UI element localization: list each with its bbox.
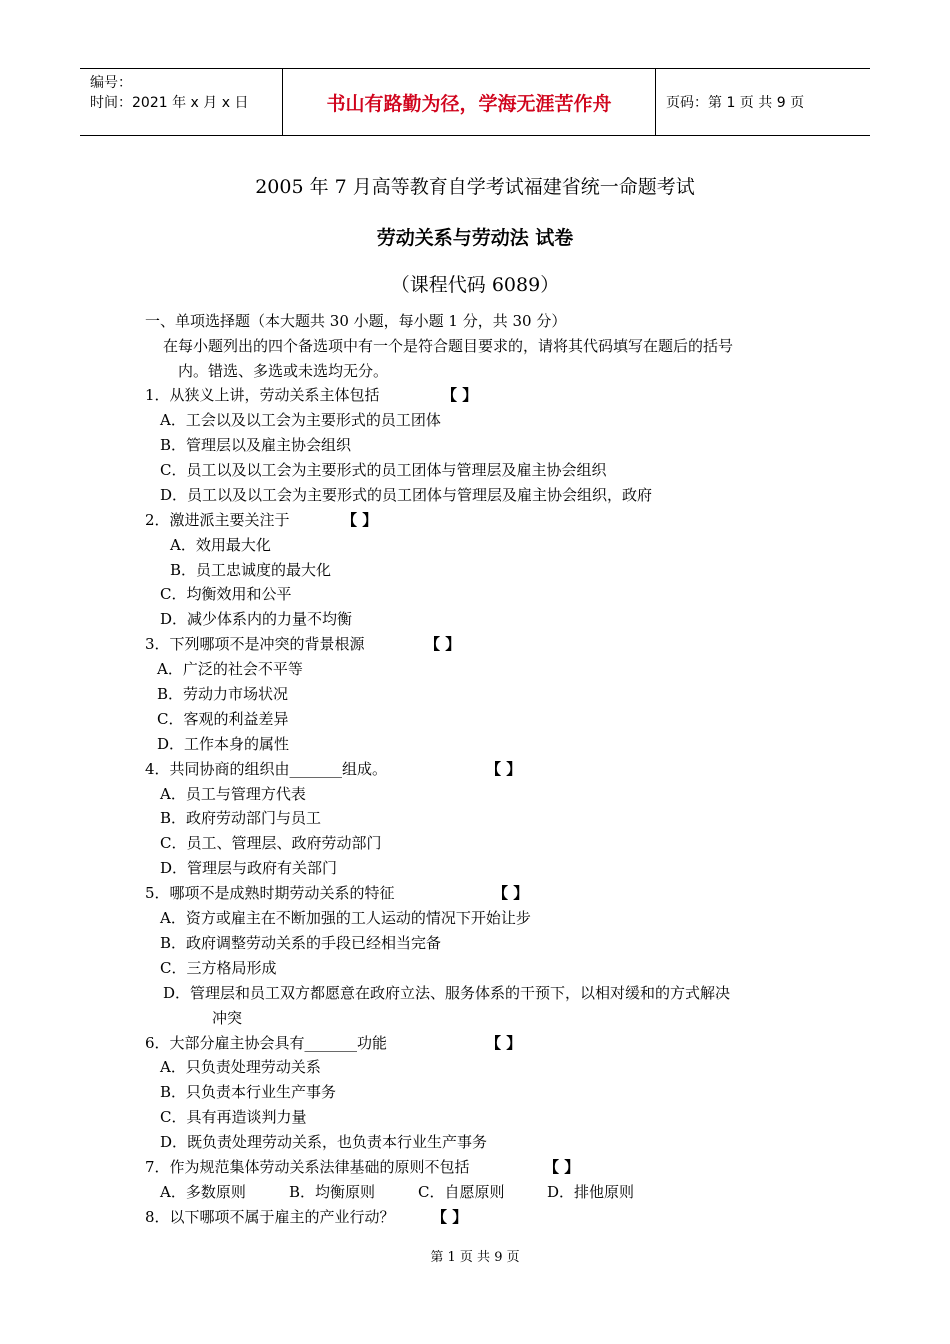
question-6-option-a: A．只负责处理劳动关系: [160, 1058, 321, 1076]
question-8-stem: 8．以下哪项不属于雇主的产业行动？: [145, 1208, 395, 1226]
question-5-option-b: B．政府调整劳动关系的手段已经相当完备: [160, 934, 442, 952]
header-number-label: 编号：: [90, 75, 132, 91]
question-6-stem: 6．大部分雇主协会具有_______功能: [145, 1034, 388, 1052]
question-6-option-d: D．既负责处理劳动关系，也负责本行业生产事务: [160, 1133, 488, 1151]
question-7-option-d: D．排他原则: [547, 1183, 635, 1201]
question-8-answer-bracket: 【 】: [432, 1208, 468, 1226]
question-1-option-c: C．员工以及以工会为主要形式的员工团体与管理层及雇主协会组织: [160, 461, 607, 479]
question-4-option-b: B．政府劳动部门与员工: [160, 809, 322, 827]
question-1-stem: 1．从狭义上讲，劳动关系主体包括: [145, 386, 380, 404]
header-time-label: 时间：2021 年 x 月 x 日: [90, 95, 249, 111]
question-4-option-a: A．员工与管理方代表: [160, 785, 306, 803]
question-5-answer-bracket: 【 】: [493, 884, 529, 902]
question-5-option-c: C．三方格局形成: [160, 959, 277, 977]
question-6-option-c: C．具有再造谈判力量: [160, 1108, 307, 1126]
question-5-stem: 5．哪项不是成熟时期劳动关系的特征: [145, 884, 395, 902]
question-1-option-b: B．管理层以及雇主协会组织: [160, 436, 352, 454]
question-6-answer-bracket: 【 】: [486, 1034, 522, 1052]
section-heading: 一、单项选择题（本大题共 30 小题，每小题 1 分，共 30 分）: [145, 312, 567, 330]
question-6-option-b: B．只负责本行业生产事务: [160, 1083, 337, 1101]
question-3-option-d: D．工作本身的属性: [157, 735, 290, 753]
header-page-info: 页码：第 1 页 共 9 页: [666, 95, 805, 111]
question-5-option-d-continued: 冲突: [212, 1009, 243, 1027]
question-3-answer-bracket: 【 】: [425, 635, 461, 653]
question-7-option-a: A．多数原则: [160, 1183, 246, 1201]
question-4-option-c: C．员工、管理层、政府劳动部门: [160, 834, 382, 852]
question-4-stem: 4．共同协商的组织由_______组成。: [145, 760, 388, 778]
question-3-stem: 3．下列哪项不是冲突的背景根源: [145, 635, 365, 653]
page-header: [80, 68, 870, 136]
question-1-answer-bracket: 【 】: [442, 386, 478, 404]
question-3-option-a: A．广泛的社会不平等: [157, 660, 303, 678]
question-3-option-b: B．劳动力市场状况: [157, 685, 289, 703]
section-instruction-line-2: 内。错选、多选或未选均无分。: [178, 362, 389, 380]
question-1-option-d: D．员工以及以工会为主要形式的员工团体与管理层及雇主协会组织，政府: [160, 486, 653, 504]
question-4-option-d: D．管理层与政府有关部门: [160, 859, 338, 877]
question-5-option-a: A．资方或雇主在不断加强的工人运动的情况下开始让步: [160, 909, 531, 927]
question-4-answer-bracket: 【 】: [486, 760, 522, 778]
header-motto: 书山有路勤为径，学海无涯苦作舟: [282, 69, 656, 135]
question-2-stem: 2．激进派主要关注于: [145, 511, 290, 529]
exam-title: 2005 年 7 月高等教育自学考试福建省统一命题考试: [255, 176, 695, 198]
section-instruction-line-1: 在每小题列出的四个备选项中有一个是符合题目要求的，请将其代码填写在题后的括号: [163, 337, 734, 355]
question-7-stem: 7．作为规范集体劳动关系法律基础的原则不包括: [145, 1158, 470, 1176]
question-7-option-c: C．自愿原则: [418, 1183, 505, 1201]
question-7-answer-bracket: 【 】: [544, 1158, 580, 1176]
question-2-option-b: B．员工忠诚度的最大化: [170, 561, 332, 579]
question-2-option-c: C．均衡效用和公平: [160, 585, 292, 603]
course-code: （课程代码 6089）: [390, 274, 560, 296]
question-2-option-d: D．减少体系内的力量不均衡: [160, 610, 353, 628]
question-3-option-c: C．客观的利益差异: [157, 710, 289, 728]
question-7-option-b: B．均衡原则: [289, 1183, 376, 1201]
question-2-option-a: A．效用最大化: [170, 536, 271, 554]
paper-subject-title: 劳动关系与劳动法 试卷: [376, 227, 574, 249]
header-left-cell: [80, 69, 282, 135]
question-1-option-a: A．工会以及以工会为主要形式的员工团体: [160, 411, 441, 429]
question-2-answer-bracket: 【 】: [342, 511, 378, 529]
question-5-option-d: D．管理层和员工双方都愿意在政府立法、服务体系的干预下，以相对缓和的方式解决: [163, 984, 731, 1002]
page-footer: 第 1 页 共 9 页: [430, 1250, 520, 1265]
